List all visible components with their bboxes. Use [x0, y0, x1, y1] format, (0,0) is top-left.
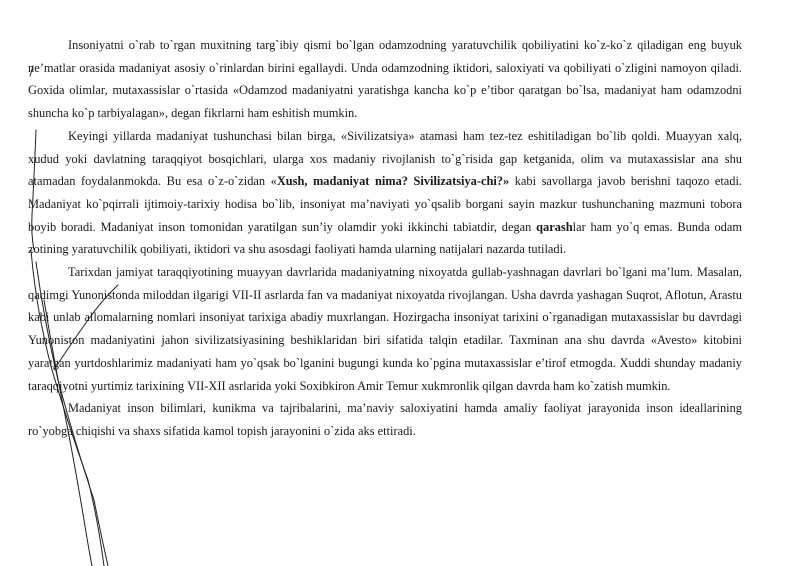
paragraph-2-text-c: lar ham yo`q emas. Bunda odam zotining yaratuvchilik qobiliyati, iktidori va shu asosdagi faoliyati hamda ularning natijalari nazarda tutiladi. — [28, 219, 742, 257]
document-body — [28, 34, 742, 443]
bold-question: Xush, madaniyat nima? Sivilizatsiya-chi?» — [276, 174, 510, 189]
paragraph-2-text-b: kabi savollarga javob berishni taqozo etadi. Madaniyat ko`pqirrali ijtimoiy-tarixiy hodisa bo`lib, insoniyat ma’naviyati yo`qsalib borgani sayin mazkur tushunchaning mazmuni tobora boyib boradi. Madaniyat inson tomonidan yaratilgan sun’iy olamdir yoki ikkinchi tabiatdir, degan — [28, 174, 742, 234]
bold-term-qarash: qarash — [536, 219, 573, 234]
paragraph-2 — [28, 125, 742, 261]
paragraph-1 — [28, 34, 742, 125]
paragraph-4-text: Madaniyat inson bilimlari, kunikma va tajribalarini, ma’naviy saloxiyatini hamda amaliy faoliyat jarayonida inson ideallarining ro`yobga chiqishi va shaxs sifatida kamol topish jarayonini o`zida aks ettiradi. — [28, 401, 742, 438]
paragraph-3-text: Tarixdan jamiyat taraqqiyotining muayyan davrlarida madaniyatning nixoyatda gullab-yashnagan davrlari bo`lgani ma’lum. Masalan, qadimgi Yunonistonda miloddan ilgarigi VII-II asrlarda fan va madaniyat nixoyatda rivojlangan. Usha davrda yashagan Suqrot, Aflotun, Arastu kabi unlab allomalarning nomlari insoniyat tarixiga abadiy muxrlangan. Hozirgacha insoniyat tarixini o`rganadigan mutaxassislar bu davrdagi Yunoniston madaniyatini jahon sivilizatsiyasining beshiklaridan biri sifatida talqin etadilar. Taxminan ana shu davrda «Avesto» kitobini yaratgan yurtdoshlarimiz madaniyati ham yo`qsak bo`lganini bugungi kunda ko`pgina mutaxassislar e’tirof etmogda. Xuddi shunday madaniy taraqqiyotni yurtimiz tarixining VII-XII asrlarida yoki Soxibkiron Amir Temur xukmronlik qilgan davrda ham ko`zatish mumkin. — [28, 265, 742, 393]
paragraph-2-text-a: Keyingi yillarda madaniyat tushunchasi bilan birga, «Sivilizatsiya» atamasi ham tez-tez eshitiladigan bo`lib qoldi. Muayyan xalq, xudud yoki davlatning taraqqiyot bosqichlari, ularga xos madaniy rivojlanish to`g`risida gap ketganida, olim va mutaxassislar ana shu atamadan foydalanmokda. Bu esa o`z-o`zidan « — [28, 128, 742, 189]
paragraph-1-text: Insoniyatni o`rab to`rgan muxitning targ`ibiy qismi bo`lgan odamzodning yaratuvchilik qobiliyatini ko`z-ko`z qiladigan eng buyuk ne’matlar orasida madaniyat asosiy o`rinlardan birini egallaydi. Unda odamzodning iktidori, saloxiyati va qobiliyati o`zligini namoyon qiladi. Goxida olimlar, mutaxassislar o`rtasida «Odamzod madaniyatni yaratishga kancha ko`p e’tibor qaratgan bo`lsa, madaniyat ham odamzodni shuncha ko`p tarbiyalagan», degan fikrlarni ham eshitish mumkin. — [28, 38, 742, 121]
paragraph-3 — [28, 261, 742, 397]
paragraph-4 — [28, 397, 742, 442]
